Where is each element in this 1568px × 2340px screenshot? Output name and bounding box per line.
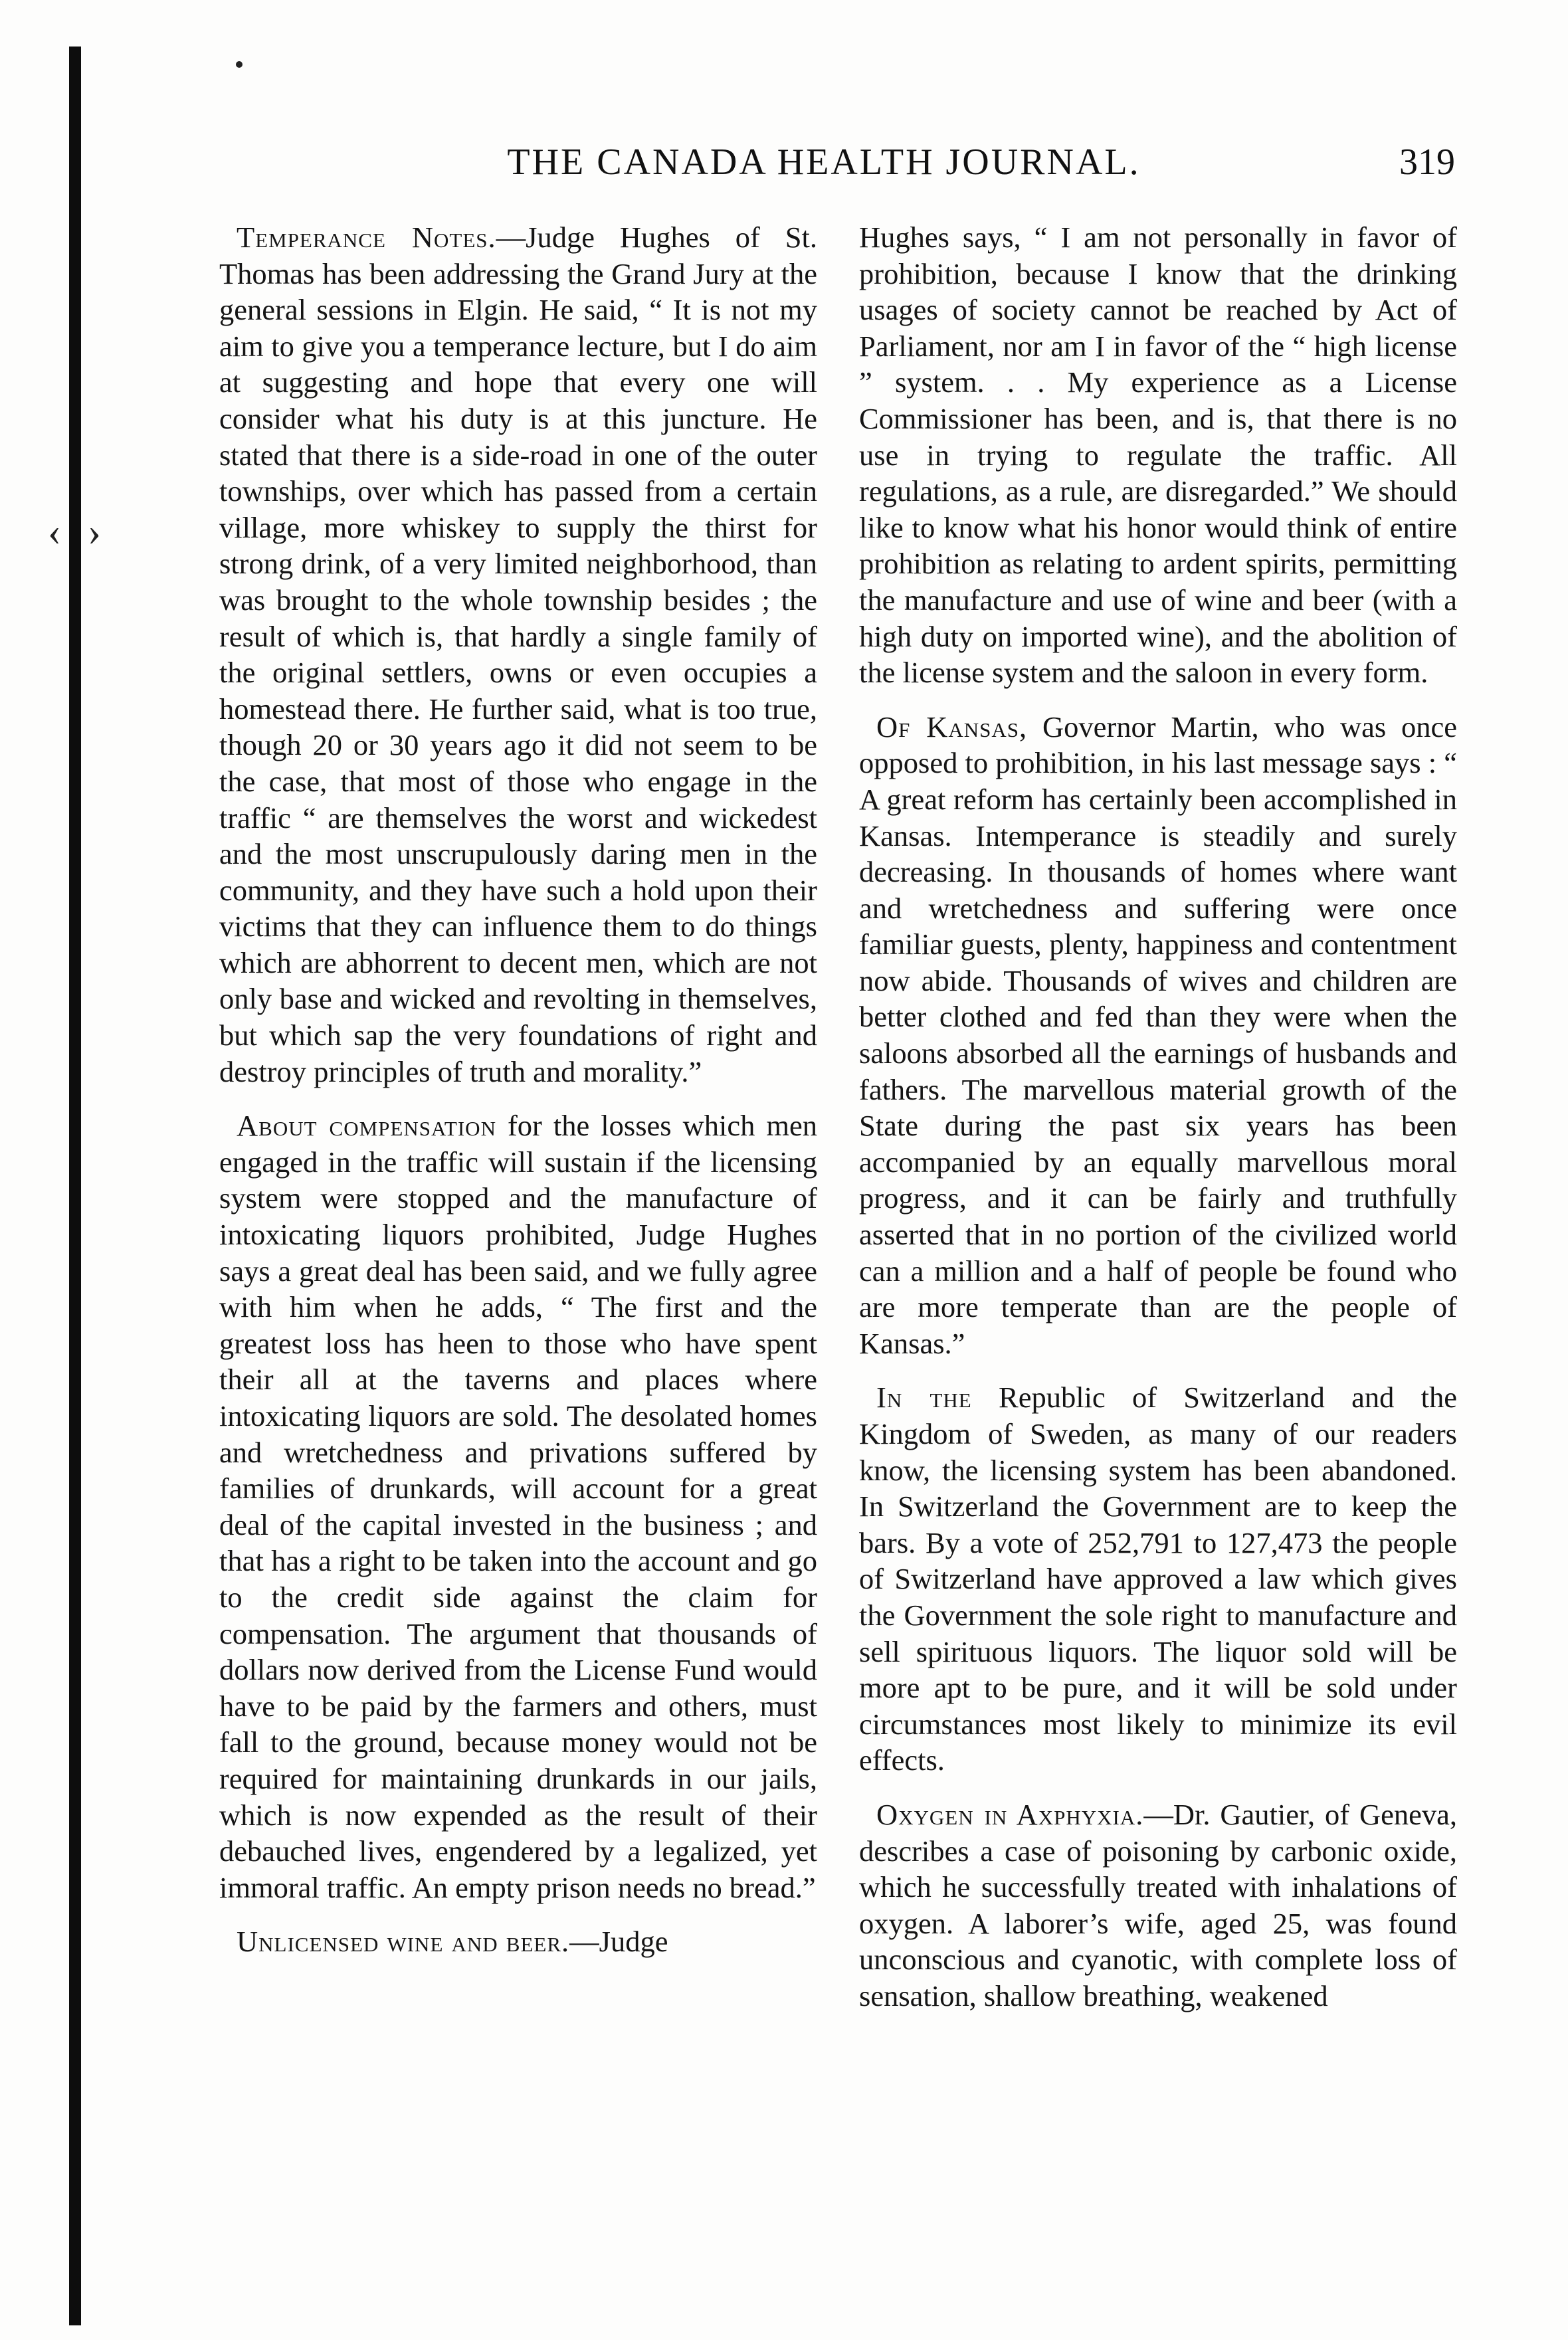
paragraph-text: Republic of Switzerland and the Kingdom of Sweden, as many of our readers know, the licensing system has been abandoned. In Switzerland the Government are to keep the bars. By a vote of 252,791 to 127,473 the people of Switzerland have approved a law which gives the Government the sole right to manufacture and sell spirituous liquors. The liquor sold will be more apt to be pure, and it will be sold under circumstances most likely to minimize its evil effects. [859, 1381, 1457, 1777]
paragraph-lead: Oxygen in Axphyxia. [876, 1797, 1144, 1831]
binding-edge [69, 47, 81, 2325]
paragraph-continued [859, 219, 1457, 691]
paragraph-lead: Of Kansas, [876, 710, 1028, 743]
paragraph-temperance-notes [219, 219, 817, 1090]
paragraph-switzerland [859, 1379, 1457, 1779]
paragraph-text: —Dr. Gautier, of Geneva, describes a case of poisoning by carbonic oxide, which he successfully treated with inhalations of oxygen. A laborer’s wife, aged 25, was found unconscious and cyanotic, with complete loss of sensation, shallow breathing, weakened [859, 1797, 1457, 2012]
paragraph-text: for the losses which men engaged in the traffic will sustain if the licensing system were stopped and the manufacture of intoxicating liquors prohibited, Judge Hughes says a great deal has been said, and we fully agree with him when he adds, “ The first and the greatest loss has heen to those who have spent their all at the taverns and places where intoxicating liquors are sold. The desolated homes and wretchedness and privations suffered by families of drunkards, will account for a great deal of the capital invested in the business ; and that has a right to be taken into the account and go to the credit side against the claim for compensation. The argument that thousands of dollars now derived from the License Fund would have to be paid by the farmers and others, must fall to the ground, because money would not be required for maintaining drunkards in our jails, which is now expended as the result of their debauched lives, engendered by a legalized, yet immoral traffic. An empty prison needs no bread.” [219, 1109, 817, 1904]
paragraph-oxygen [859, 1797, 1457, 2014]
paragraph-lead: In the [876, 1381, 972, 1414]
paragraph-text: Hughes says, “ I am not personally in favor of prohibition, because I know that the drinking usages of society cannot be reached by Act of Parliament, nor am I in favor of the “ high license ” system. . . My experience as a License Commissioner has been, and is, that there is no use in trying to regulate the traffic. All regulations, as a rule, are disregarded.” We should like to know what his honor would think of entire prohibition as relating to ardent spirits, permitting the manufacture and use of wine and beer (with a high duty on imported wine), and the abolition of the license system and the saloon in every form. [859, 221, 1457, 690]
paragraph-lead: Temperance Notes. [237, 221, 496, 254]
paragraph-lead: About compensation [237, 1109, 496, 1143]
margin-mark: ‹ [48, 510, 61, 553]
left-column [219, 219, 817, 1978]
margin-mark: › [88, 510, 101, 553]
paragraph-lead: Unlicensed wine and beer. [237, 1925, 570, 1959]
paragraph-of-kansas [859, 709, 1457, 1362]
paragraph-text: Governor Martin, who was once opposed to prohibition, in his last message says : “ A great reform has certainly been accomplished in Kansas. Intemperance is steadily and surely decreasing. In thousands of homes where want and wretchedness and suffering were once familiar guests, plenty, happiness and contentment now abide. Thousands of wives and children are better clothed and fed than they were when the saloons absorbed all the earnings of husbands and fathers. The marvellous material growth of the State during the past six years has been accompanied by an equally marvellous moral progress, and it can be fairly and truthfully asserted that in no portion of the civilized world can a million and a half of people be found who are more temperate than are the people of Kansas.” [859, 710, 1457, 1360]
page-number: 319 [1399, 142, 1455, 183]
running-title: THE CANADA HEALTH JOURNAL. [507, 142, 1141, 183]
paragraph-text: —Judge Hughes of St. Thomas has been addressing the Grand Jury at the general sessions in Elgin. He said, “ It is not my aim to give you a temperance lecture, but I do aim at suggesting and hope that every one will consider what his duty is at this juncture. He stated that there is a side-road in one of the outer townships, over which has passed from a certain village, more whiskey to supply the thirst for strong drink, of a very limited neighborhood, than was brought to the whole township besides ; the result of which is, that hardly a single family of the original settlers, owns or even occupies a homestead there. He further said, what is too true, though 20 or 30 years ago it did not seem to be the case, that most of those who engage in the traffic “ are themselves the worst and wickedest and the most unscrupulously daring men in the community, and they have such a hold upon their victims that they can influence them to do things which are abhorrent to decent men, which are not only base and wicked and revolting in themselves, but which sap the very foundations of right and destroy principles of truth and morality.” [219, 221, 817, 1088]
right-column [859, 219, 1457, 2032]
paragraph-unlicensed-wine [219, 1923, 817, 1960]
stray-dot [236, 61, 243, 68]
paragraph-text: —Judge [569, 1925, 668, 1959]
paragraph-about-compensation [219, 1108, 817, 1905]
